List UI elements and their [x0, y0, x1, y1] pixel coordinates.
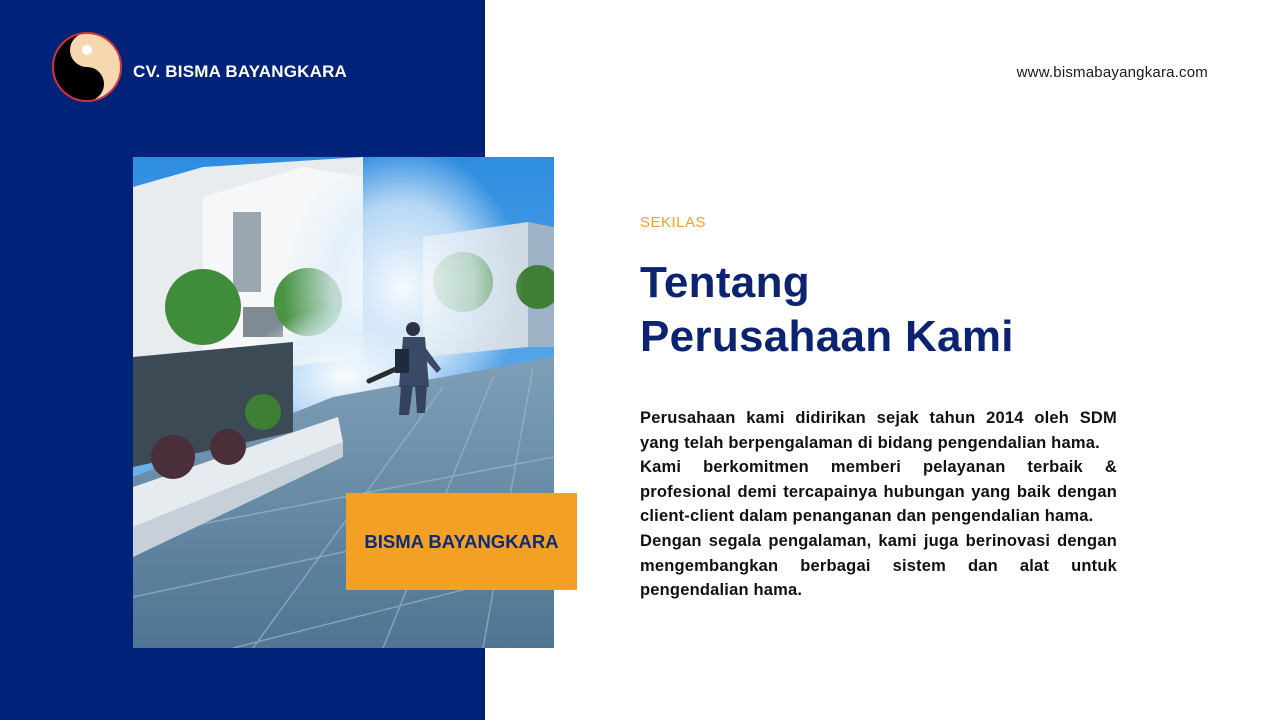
yin-yang-logo-icon	[51, 31, 123, 103]
page-title	[640, 256, 1014, 364]
about-paragraph-2: Kami berkomitmen memberi pelayanan terbaik & profesional demi tercapainya hubungan yang baik dengan client-client dalam penanganan dan pengendalian hama.	[640, 458, 1117, 526]
page-title-line-2: Perusahaan Kami	[640, 312, 1014, 361]
about-paragraph-3: Dengan segala pengalaman, kami juga berinovasi dengan mengembangkan berbagai sistem dan alat untuk pengendalian hama.	[640, 531, 1117, 600]
about-paragraph-1: Perusahaan kami didirikan sejak tahun 2014 oleh SDM yang telah berpengalaman di bidang pengendalian hama.	[640, 409, 1117, 452]
website-link[interactable]: www.bismabayangkara.com	[1016, 64, 1208, 81]
section-eyebrow: SEKILAS	[640, 214, 707, 231]
photo-badge: BISMA BAYANGKARA	[346, 493, 577, 590]
about-text	[640, 406, 1117, 603]
company-name: CV. BISMA BAYANGKARA	[133, 62, 348, 81]
page-title-line-1: Tentang	[640, 258, 810, 307]
